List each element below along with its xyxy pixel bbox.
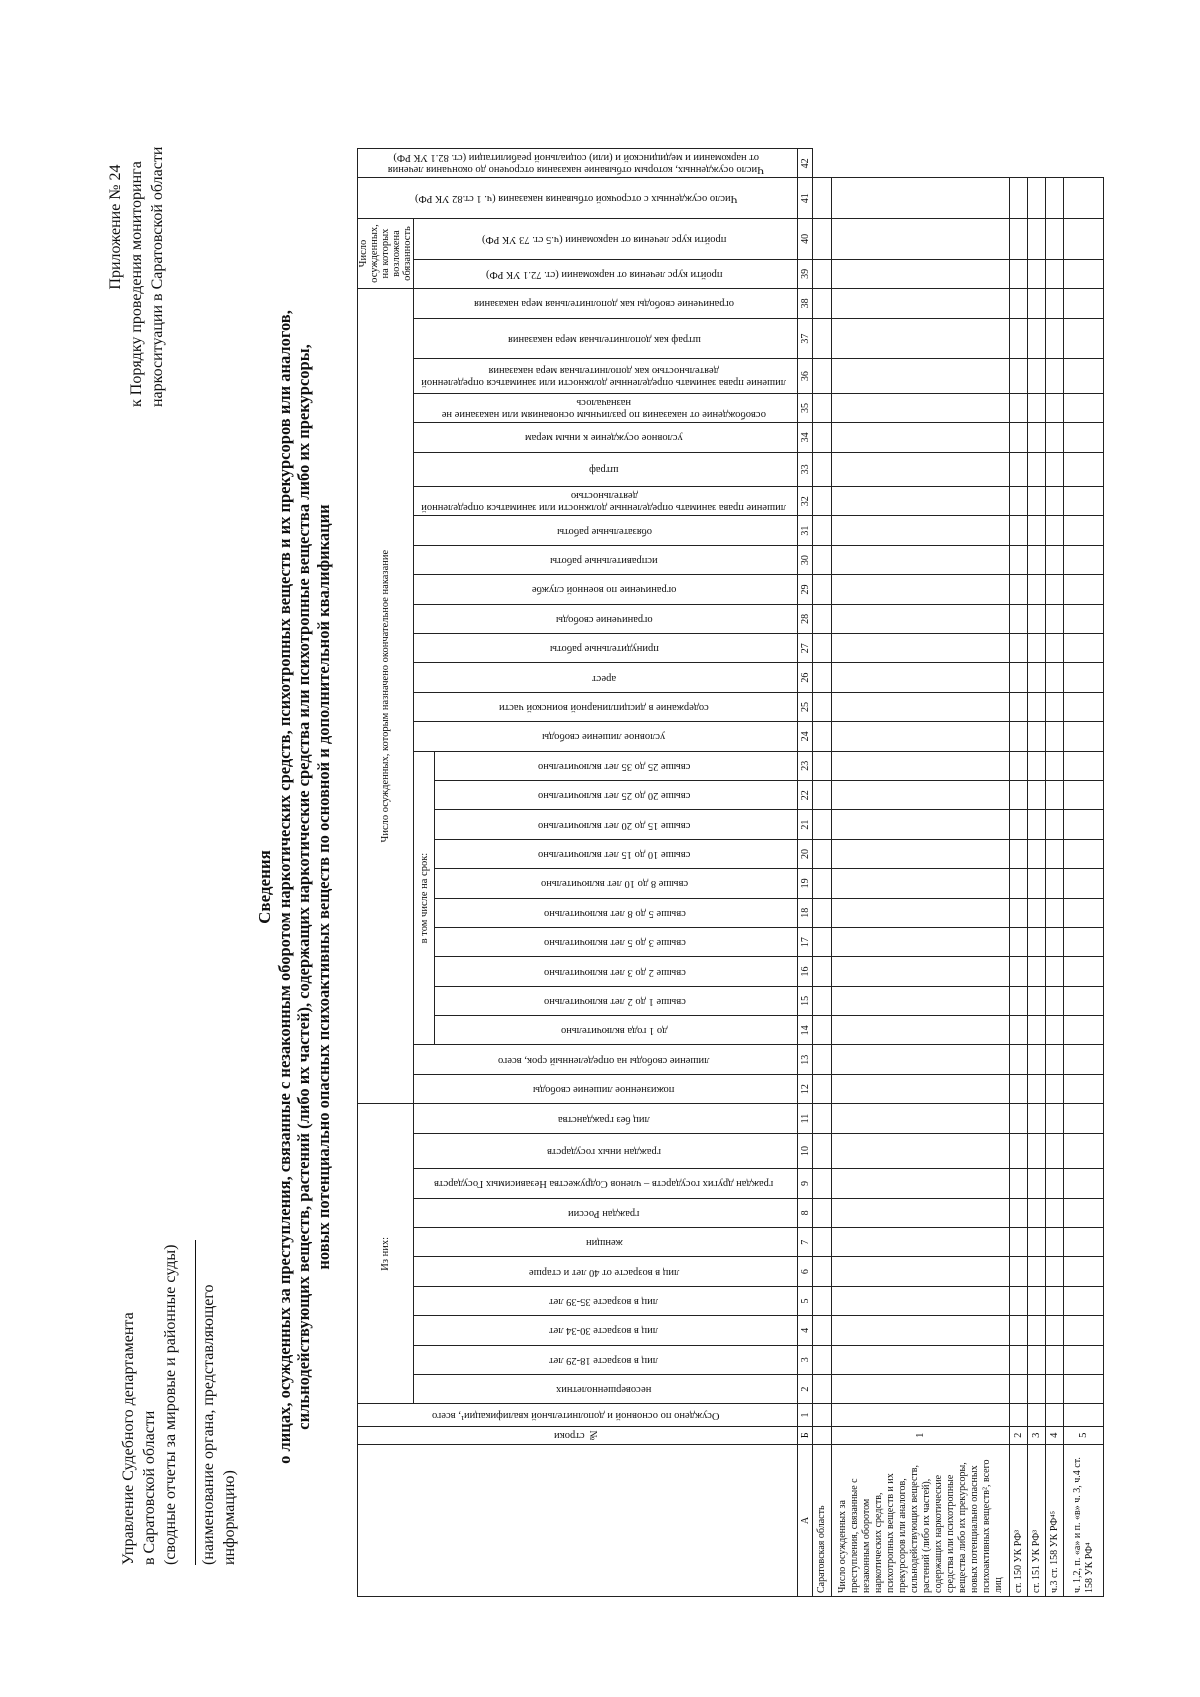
table-row <box>1046 108 1064 1597</box>
col-number: 39 <box>798 259 813 288</box>
col-number: 41 <box>798 178 813 219</box>
col-header-31: обязательные работы <box>414 516 798 545</box>
col-number: 21 <box>798 810 813 839</box>
col-number: 31 <box>798 516 813 545</box>
corner-cell <box>358 1444 798 1596</box>
col-header-2: несовершеннолетних <box>414 1374 798 1403</box>
row-label: ст. 151 УК РФ³ <box>1028 1444 1046 1596</box>
col-header-5: лиц в возрасте 35-39 лет <box>414 1286 798 1315</box>
col-header-36: лишение права занимать определенные должности или заниматься определенной деятельностью как дополнительная мера наказания <box>414 359 798 393</box>
letter-b: Б <box>798 1426 813 1444</box>
organization-header <box>118 1240 240 1565</box>
col-header-29: ограничение по военной службе <box>414 575 798 604</box>
col-header-23: свыше 25 до 35 лет включительно <box>435 751 798 780</box>
col-number: 11 <box>798 1104 813 1133</box>
col-number: 9 <box>798 1169 813 1198</box>
col-number: 26 <box>798 663 813 692</box>
col-number: 4 <box>798 1316 813 1345</box>
col-number: 5 <box>798 1286 813 1315</box>
region-row <box>813 108 832 1597</box>
appendix-line-2: к Порядку проведения мониторинга <box>128 161 145 407</box>
col-number: 38 <box>798 289 813 319</box>
row-number-header: № строки <box>358 1426 798 1444</box>
region-label: Саратовская область <box>813 1444 832 1596</box>
col-number: 34 <box>798 423 813 452</box>
col-header-30: исправительные работы <box>414 545 798 574</box>
col-number: 29 <box>798 575 813 604</box>
appendix-line-3: наркоситуации в Саратовской области <box>149 146 166 407</box>
col-number: 35 <box>798 393 813 422</box>
statistics-table <box>357 107 1104 1597</box>
col-header-7: женщин <box>414 1228 798 1257</box>
col-header-42: Число осужденных, которым отбывание наказания отсрочено до окончания лечения от наркомании и медицинской и (или) социальной реабилитации (ст. 82.1 УК РФ) <box>358 149 798 178</box>
col-number: 2 <box>798 1374 813 1403</box>
col-header-34: условное осуждение к иным мерам <box>414 423 798 452</box>
row-number: 2 <box>1010 1426 1028 1444</box>
row-label: Число осужденных за преступления, связанные с незаконным оборотом наркотических средств, психотропных веществ и их прекурсоров или аналогов, сильнодействующих веществ, растений (либо их частей), содержащих наркотические средства или психотропные вещества либо их прекурсоры, новых потенциально опасных психоактивных веществ², всего лиц <box>832 1444 1010 1596</box>
col-header-21: свыше 15 до 20 лет включительно <box>435 810 798 839</box>
col-number: 32 <box>798 487 813 516</box>
col-header-38: ограничение свободы как дополнительная мера наказания <box>414 289 798 319</box>
group-obligation: Число осужденных, на которых возложена обязанность <box>358 219 414 289</box>
col-number: 15 <box>798 986 813 1015</box>
row-number: 5 <box>1064 1426 1104 1444</box>
col-number: 7 <box>798 1228 813 1257</box>
title-line-3: сильнодействующих веществ, растений (либо их частей), содержащих наркотические средства или психотропные вещества либо их прекурсоры, <box>294 344 313 1430</box>
col-header-25: содержание в дисциплинарной воинской части <box>414 692 798 721</box>
col-number: 18 <box>798 898 813 927</box>
col-header-3: лиц в возрасте 18-29 лет <box>414 1345 798 1374</box>
col-number: 28 <box>798 604 813 633</box>
col-header-41: Число осужденных с отсрочкой отбывания наказания (ч. 1 ст.82 УК РФ) <box>358 178 798 219</box>
col-header-33: штраф <box>414 452 798 486</box>
col-header-26: арест <box>414 663 798 692</box>
table-row <box>1064 108 1104 1597</box>
col-number: 30 <box>798 545 813 574</box>
org-line-2: в Саратовской области <box>141 1410 158 1565</box>
col-number: 10 <box>798 1133 813 1168</box>
col-header-8: граждан России <box>414 1198 798 1227</box>
col-header-27: принудительные работы <box>414 634 798 663</box>
header-subgroup-row <box>414 108 435 1597</box>
title-line-2: о лицах, осужденных за преступления, связанные с незаконным оборотом наркотических средств, психотропных веществ и их прекурсоров или аналогов, <box>274 310 294 1464</box>
col-number: 14 <box>798 1016 813 1045</box>
col-number: 17 <box>798 927 813 956</box>
org-caption: (наименование органа, представляющего информацию) <box>195 1240 240 1565</box>
col-number: 40 <box>798 219 813 260</box>
appendix-number: Приложение № 24 <box>107 164 124 290</box>
col-number: 3 <box>798 1345 813 1374</box>
col-header-11: лиц без гражданства <box>414 1104 798 1133</box>
col-number: 16 <box>798 957 813 986</box>
column-number-row <box>798 108 813 1597</box>
row-number: 3 <box>1028 1426 1046 1444</box>
col-number: 37 <box>798 318 813 359</box>
col-number: 24 <box>798 722 813 751</box>
group-including-term: в том числе на срок: <box>414 751 435 1045</box>
col-number: 25 <box>798 692 813 721</box>
col-header-14: до 1 года включительно <box>435 1016 798 1045</box>
col-number: 23 <box>798 751 813 780</box>
col-header-18: свыше 5 до 8 лет включительно <box>435 898 798 927</box>
appendix-header <box>105 107 168 407</box>
col-header-39: пройти курс лечения от наркомании (ст. 72.1 УК РФ) <box>414 259 798 288</box>
row-label: ст. 150 УК РФ³ <box>1010 1444 1028 1596</box>
org-line-1: Управление Судебного департамента <box>120 1312 137 1565</box>
header-group-row <box>358 108 414 1597</box>
col-header-40: пройти курс лечения от наркомании (ч.5 ст. 73 УК РФ) <box>414 219 798 260</box>
col-header-12: пожизненное лишение свободы <box>414 1074 798 1103</box>
title-line-1: Сведения <box>255 850 274 924</box>
col-header-6: лиц в возрасте от 40 лет и старше <box>414 1257 798 1286</box>
col-number: 20 <box>798 839 813 868</box>
col-header-28: ограничение свободы <box>414 604 798 633</box>
table-row <box>832 108 1010 1597</box>
col-header-10: граждан иных государств <box>414 1133 798 1168</box>
row-number: 4 <box>1046 1426 1064 1444</box>
col-number: 13 <box>798 1045 813 1074</box>
col-number: 33 <box>798 452 813 486</box>
col-number: 12 <box>798 1074 813 1103</box>
letter-a: А <box>798 1444 813 1596</box>
col-header-35: освобождение от наказания по различным основаниям или наказание не назначалось <box>414 393 798 422</box>
col-number: 36 <box>798 359 813 393</box>
document-title <box>255 267 333 1507</box>
col-number: 22 <box>798 780 813 809</box>
row-label: ч. 1,2, п. «а» и п. «в» ч. 3, ч.4 ст. 158 УК РФ⁴ <box>1064 1444 1104 1596</box>
table-row <box>1010 108 1028 1597</box>
col-header-19: свыше 8 до 10 лет включительно <box>435 869 798 898</box>
col-header-13: лишение свободы на определенный срок, всего <box>414 1045 798 1074</box>
col-header-9: граждан других государств – членов Содружества Независимых Государств <box>414 1169 798 1198</box>
row-label: ч.3 ст. 158 УК РФ⁴⁵ <box>1046 1444 1064 1596</box>
col-header-37: штраф как дополнительная мера наказания <box>414 318 798 359</box>
col-number: 27 <box>798 634 813 663</box>
col-header-4: лиц в возрасте 30-34 лет <box>414 1316 798 1345</box>
col-number: 8 <box>798 1198 813 1227</box>
col-header-22: свыше 20 до 25 лет включительно <box>435 780 798 809</box>
col-number: 1 <box>798 1404 813 1426</box>
col-number: 6 <box>798 1257 813 1286</box>
group-of-them: Из них: <box>358 1104 414 1404</box>
col-number: 19 <box>798 869 813 898</box>
col-header-17: свыше 3 до 5 лет включительно <box>435 927 798 956</box>
group-sentenced: Число осужденных, которым назначено окончательное наказание <box>358 289 414 1104</box>
col-number: 42 <box>798 149 813 178</box>
col-header-20: свыше 10 до 15 лет включительно <box>435 839 798 868</box>
col-header-15: свыше 1 до 2 лет включительно <box>435 986 798 1015</box>
col-header-24: условное лишение свободы <box>414 722 798 751</box>
col-header-32: лишение права занимать определенные должности или заниматься определенной деятельностью <box>414 487 798 516</box>
org-line-3: (сводные отчеты за мировые и районные суды) <box>162 1244 179 1565</box>
col-header-16: свыше 2 до 3 лет включительно <box>435 957 798 986</box>
title-line-4: новых потенциально опасных психоактивных веществ по основной и дополнительной квалификации <box>313 504 333 1270</box>
table-row <box>1028 108 1046 1597</box>
row-number: 1 <box>832 1426 1010 1444</box>
col-header-1: Осуждено по основной и дополнительной квалификации¹, всего <box>358 1404 798 1426</box>
